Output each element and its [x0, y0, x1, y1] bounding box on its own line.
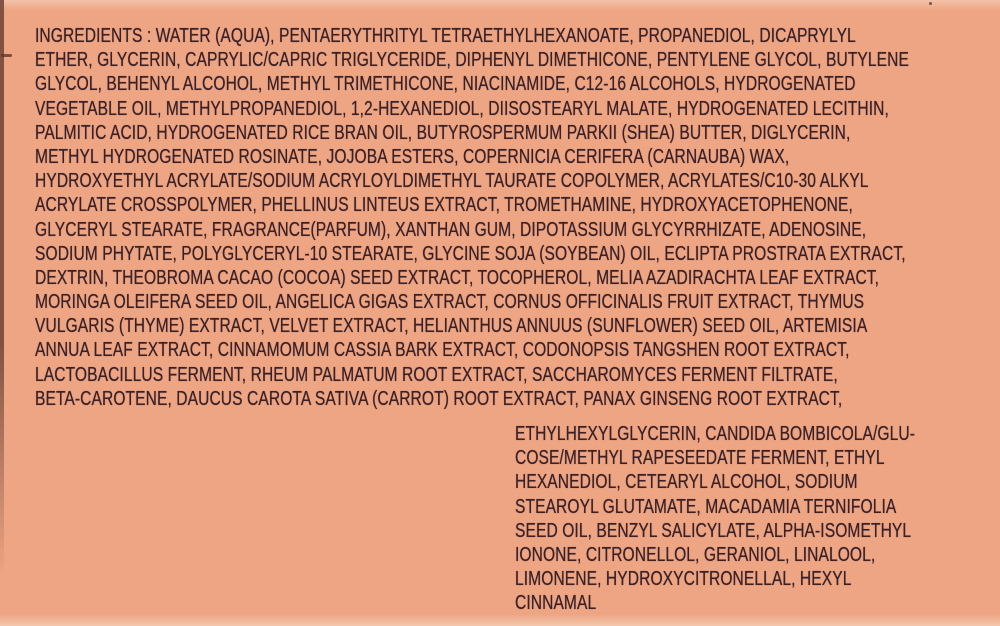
ingredient-line: ETHER, GLYCERIN, CAPRYLIC/CAPRIC TRIGLYCERIDE, DIPHENYL DIMETHICONE, PENTYLENE GLYCOL, BUTYLENE	[35, 49, 909, 72]
ingredient-line: LIMONENE, HYDROXYCITRONELLAL, HEXYL	[515, 568, 852, 591]
ingredient-line: HYDROXYETHYL ACRYLATE/SODIUM ACRYLOYLDIMETHYL TAURATE COPOLYMER, ACRYLATES/C10-30 ALKYL	[35, 170, 869, 193]
ingredient-line: ANNUA LEAF EXTRACT, CINNAMOMUM CASSIA BARK EXTRACT, CODONOPSIS TANGSHEN ROOT EXTRACT,	[35, 339, 850, 362]
label-speck-mark	[929, 2, 932, 5]
ingredient-line: STEAROYL GLUTAMATE, MACADAMIA TERNIFOLIA	[515, 495, 897, 518]
label-left-edge-shadow	[0, 0, 4, 626]
ingredient-line: INGREDIENTS : WATER (AQUA), PENTAERYTHRITYL TETRAETHYLHEXANOATE, PROPANEDIOL, DICAPRYLYL	[35, 25, 856, 47]
label-top-edge-highlight	[0, 0, 1000, 10]
ingredient-line: CINNAMAL	[515, 592, 597, 615]
ingredient-line: GLYCERYL STEARATE, FRAGRANCE(PARFUM), XANTHAN GUM, DIPOTASSIUM GLYCYRRHIZATE, ADENOSINE,	[35, 218, 867, 241]
ingredient-line: SODIUM PHYTATE, POLYGLYCERYL-10 STEARATE, GLYCINE SOJA (SOYBEAN) OIL, ECLIPTA PROSTRATA EXTRACT,	[35, 242, 906, 265]
ingredient-line: GLYCOL, BEHENYL ALCOHOL, METHYL TRIMETHICONE, NIACINAMIDE, C12-16 ALCOHOLS, HYDROGENATED	[35, 73, 856, 96]
ingredient-line: METHYL HYDROGENATED ROSINATE, JOJOBA ESTERS, COPERNICIA CERIFERA (CARNAUBA) WAX,	[35, 145, 790, 168]
label-bottom-edge-highlight	[0, 614, 1000, 626]
ingredient-line: LACTOBACILLUS FERMENT, RHEUM PALMATUM ROOT EXTRACT, SACCHAROMYCES FERMENT FILTRATE,	[35, 363, 838, 386]
label-edge-dash-mark	[1, 54, 12, 57]
ingredient-line: ACRYLATE CROSSPOLYMER, PHELLINUS LINTEUS EXTRACT, TROMETHAMINE, HYDROXYACETOPHENONE,	[35, 194, 853, 217]
ingredient-line: SEED OIL, BENZYL SALICYLATE, ALPHA-ISOMETHYL	[515, 519, 912, 542]
ingredient-line: PALMITIC ACID, HYDROGENATED RICE BRAN OIL, BUTYROSPERMUM PARKII (SHEA) BUTTER, DIGLYCERIN,	[35, 121, 851, 144]
ingredient-line: ETHYLHEXYLGLYCERIN, CANDIDA BOMBICOLA/GLU-	[515, 423, 916, 445]
ingredient-line: DEXTRIN, THEOBROMA CACAO (COCOA) SEED EXTRACT, TOCOPHEROL, MELIA AZADIRACHTA LEAF EXTRACT,	[35, 266, 880, 289]
ingredient-line: BETA-CAROTENE, DAUCUS CAROTA SATIVA (CARROT) ROOT EXTRACT, PANAX GINSENG ROOT EXTRACT,	[35, 387, 843, 410]
ingredients-text	[35, 24, 995, 616]
ingredient-line: VEGETABLE OIL, METHYLPROPANEDIOL, 1,2-HEXANEDIOL, DIISOSTEARYL MALATE, HYDROGENATED LECITHIN,	[35, 97, 889, 120]
ingredient-line: MORINGA OLEIFERA SEED OIL, ANGELICA GIGAS EXTRACT, CORNUS OFFICINALIS FRUIT EXTRACT, THYMUS	[35, 291, 865, 314]
ingredient-line: IONONE, CITRONELLOL, GERANIOL, LINALOOL,	[515, 543, 876, 566]
ingredient-line: COSE/METHYL RAPESEEDATE FERMENT, ETHYL	[515, 447, 885, 470]
ingredient-line: VULGARIS (THYME) EXTRACT, VELVET EXTRACT, HELIANTHUS ANNUUS (SUNFLOWER) SEED OIL, ARTEMISIA	[35, 315, 868, 338]
ingredient-line: HEXANEDIOL, CETEARYL ALCOHOL, SODIUM	[515, 471, 858, 494]
